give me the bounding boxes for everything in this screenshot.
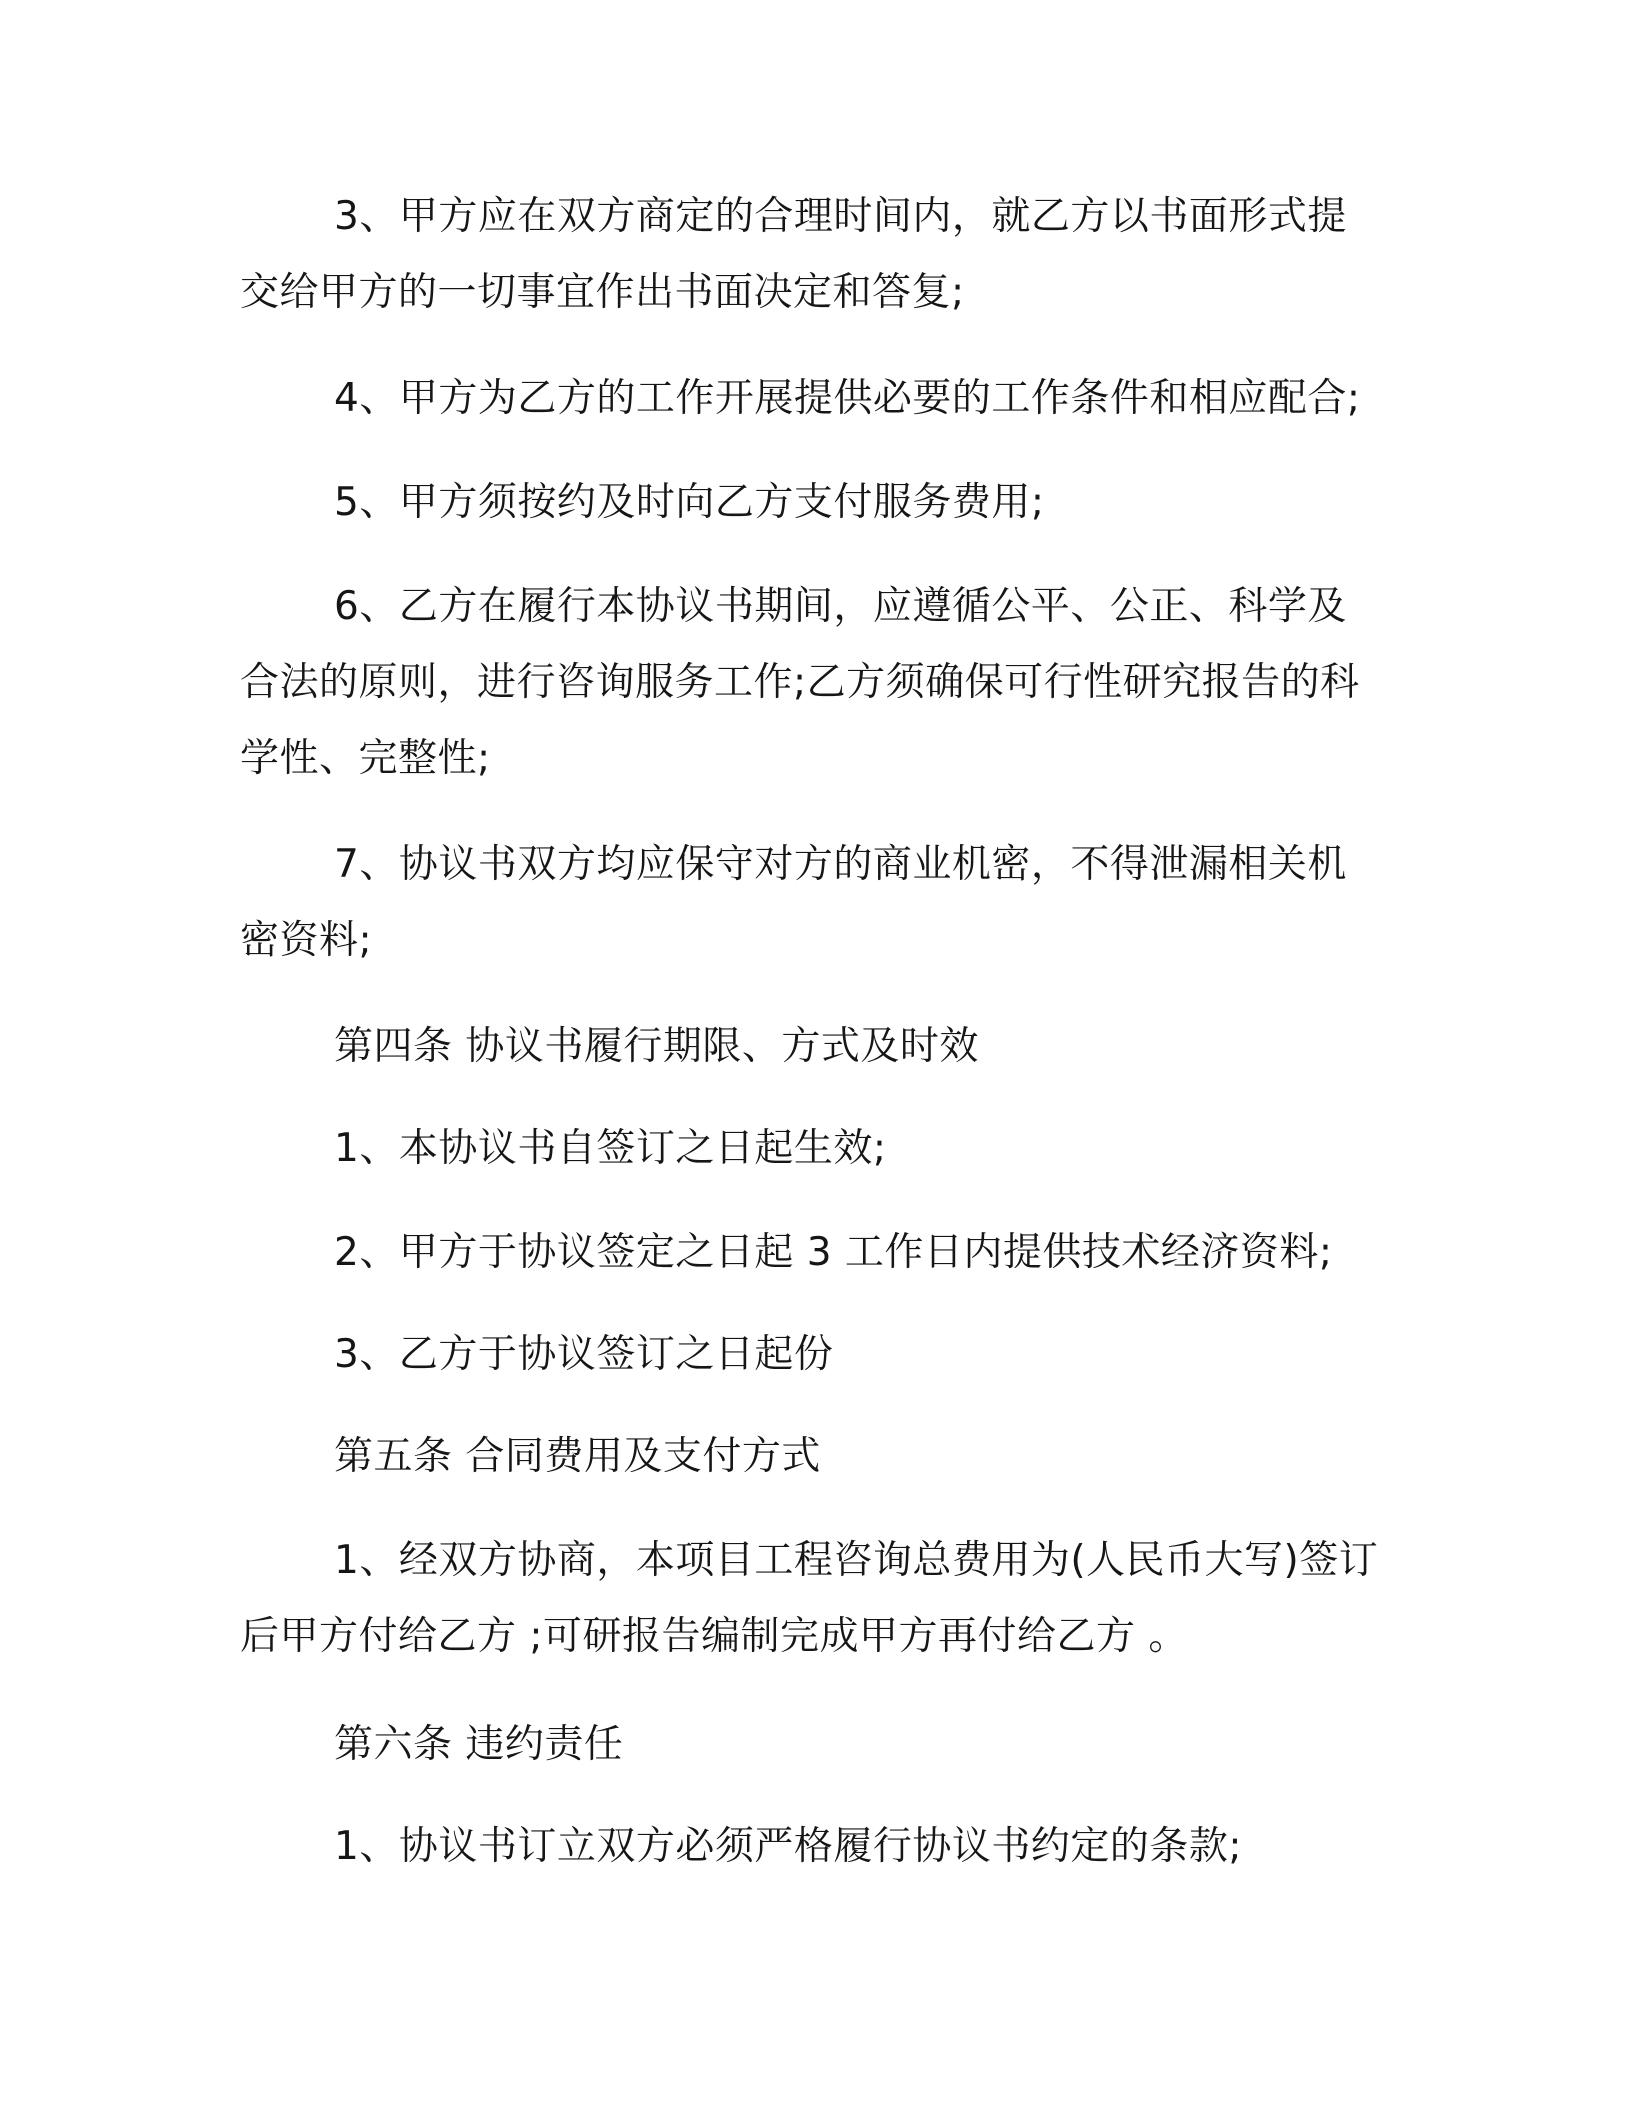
article-4-clause-2: 2、甲方于协议签定之日起 3 工作日内提供技术经济资料; <box>334 1230 1333 1275</box>
article-5-heading: 第五条 合同费用及支付方式 <box>334 1434 821 1479</box>
clause-4-work-conditions: 4、甲方为乙方的工作开展提供必要的工作条件和相应配合; <box>334 376 1361 421</box>
article-6-heading: 第六条 违约责任 <box>334 1722 624 1767</box>
clause-3-review-response: 3、甲方应在双方商定的合理时间内，就乙方以书面形式提交给甲方的一切事宜作出书面决定和答复; <box>240 194 1347 315</box>
article-5-clause-1: 1、经双方协商，本项目工程咨询总费用为(人民币大写)签订后甲方付给乙方 ;可研报告编制完成甲方再付给乙方 。 <box>240 1538 1379 1659</box>
article-4-clause-1: 1、本协议书自签订之日起生效; <box>334 1126 887 1171</box>
clause-6-consulting-principles: 6、乙方在履行本协议书期间，应遵循公平、公正、科学及合法的原则，进行咨询服务工作;乙方须确保可行性研究报告的科学性、完整性; <box>240 584 1360 781</box>
article-6-clause-1: 1、协议书订立双方必须严格履行协议书约定的条款; <box>334 1824 1242 1869</box>
article-4-clause-3: 3、乙方于协议签订之日起份 <box>334 1332 834 1377</box>
clause-7-confidentiality: 7、协议书双方均应保守对方的商业机密，不得泄漏相关机密资料; <box>240 842 1347 963</box>
clause-5-payment-timely: 5、甲方须按约及时向乙方支付服务费用; <box>334 480 1045 525</box>
article-4-heading: 第四条 协议书履行期限、方式及时效 <box>334 1024 979 1069</box>
